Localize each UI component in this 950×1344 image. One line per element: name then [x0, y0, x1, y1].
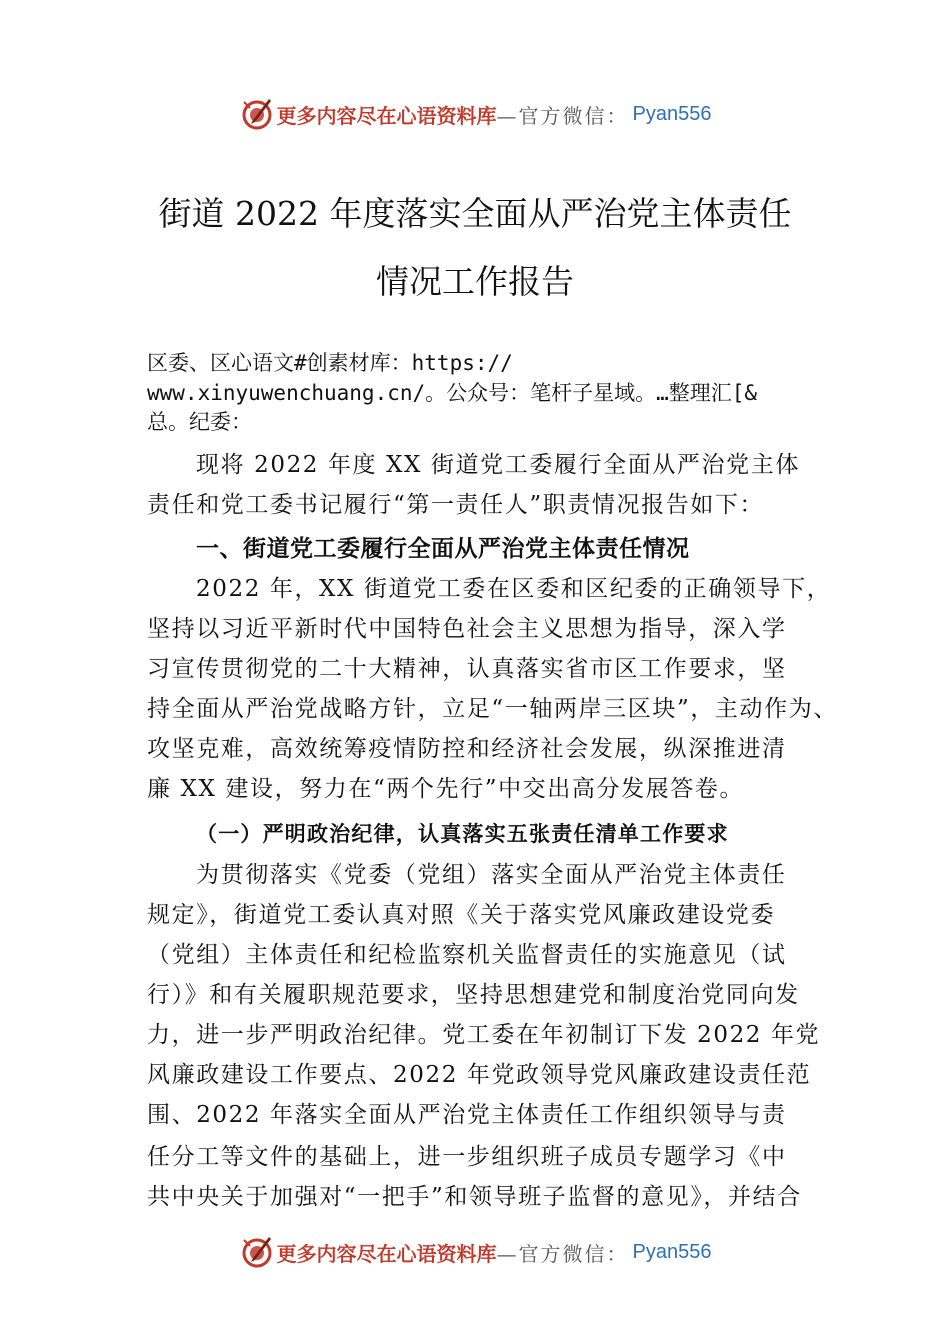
paragraph-line: 为贯彻落实《党委（党组）落实全面从严治党主体责任 — [196, 862, 787, 888]
header-banner — [0, 94, 950, 134]
paragraph-line: 围、2022 年落实全面从严治党主体责任工作组织领导与责 — [147, 1102, 787, 1128]
paragraph-line: 力，进一步严明政治纪律。党工委在年初制订下发 2022 年党 — [147, 1022, 821, 1048]
paragraph-line: 坚持以习近平新时代中国特色社会主义思想为指导，深入学 — [147, 616, 787, 642]
recipient-line-2: www.xinyuwenchuang.cn/。公众号：笔杆子星域。…整理汇[& — [147, 381, 758, 405]
paragraph-line: 习宣传贯彻党的二十大精神，认真落实省市区工作要求，坚 — [147, 656, 787, 682]
recipient-line-1: 区委、区心语文#创素材库：https:// — [147, 351, 513, 375]
paragraph-line: 持全面从严治党战略方针，立足“一轴两岸三区块”，主动作为、 — [147, 696, 838, 722]
quill-pen-logo-icon — [239, 1234, 275, 1270]
page-title-line-1: 街道 2022 年度落实全面从严治党主体责任 — [158, 194, 792, 233]
banner-wechat-label: —官方微信： — [496, 103, 629, 128]
paragraph-line: 廉 XX 建设，努力在“两个先行”中交出高分发展答卷。 — [147, 776, 745, 802]
paragraph-line: 2022 年，XX 街道党工委在区委和区纪委的正确领导下， — [196, 576, 832, 602]
paragraph-line: 共中央关于加强对“一把手”和领导班子监督的意见》，并结合 — [147, 1184, 802, 1210]
paragraph-line: 任分工等文件的基础上，进一步组织班子成员专题学习《中 — [147, 1144, 787, 1170]
intro-line: 现将 2022 年度 XX 街道党工委履行全面从严治党主体 — [196, 452, 800, 478]
banner-wechat-id: Pyan556 — [632, 1240, 712, 1263]
banner-wechat-id: Pyan556 — [632, 102, 712, 125]
paragraph-line: 风廉政建设工作要点、2022 年党政领导党风廉政建设责任范 — [147, 1062, 812, 1088]
quill-pen-logo-icon — [239, 96, 275, 132]
paragraph-line: （党组）主体责任和纪检监察机关监督责任的实施意见（试 — [147, 942, 787, 968]
paragraph-line: 行）》和有关履职规范要求，坚持思想建党和制度治党同向发 — [147, 982, 800, 1008]
recipient-line-3: 总。纪委： — [147, 410, 252, 434]
page-title-line-2: 情况工作报告 — [376, 262, 574, 301]
banner-site-name: 更多内容尽在心语资料库 — [276, 1241, 497, 1266]
banner-wechat-label: —官方微信： — [496, 1241, 629, 1266]
subsection-heading: （一）严明政治纪律，认真落实五张责任清单工作要求 — [196, 821, 729, 846]
section-heading: 一、街道党工委履行全面从严治党主体责任情况 — [196, 536, 690, 562]
intro-line: 责任和党工委书记履行“第一责任人”职责情况报告如下： — [147, 492, 765, 518]
paragraph-line: 攻坚克难，高效统筹疫情防控和经济社会发展，纵深推进清 — [147, 736, 787, 762]
paragraph-line: 规定》，街道党工委认真对照《关于落实党风廉政建设党委 — [147, 902, 776, 928]
footer-banner — [0, 1232, 950, 1272]
banner-site-name: 更多内容尽在心语资料库 — [276, 103, 497, 128]
